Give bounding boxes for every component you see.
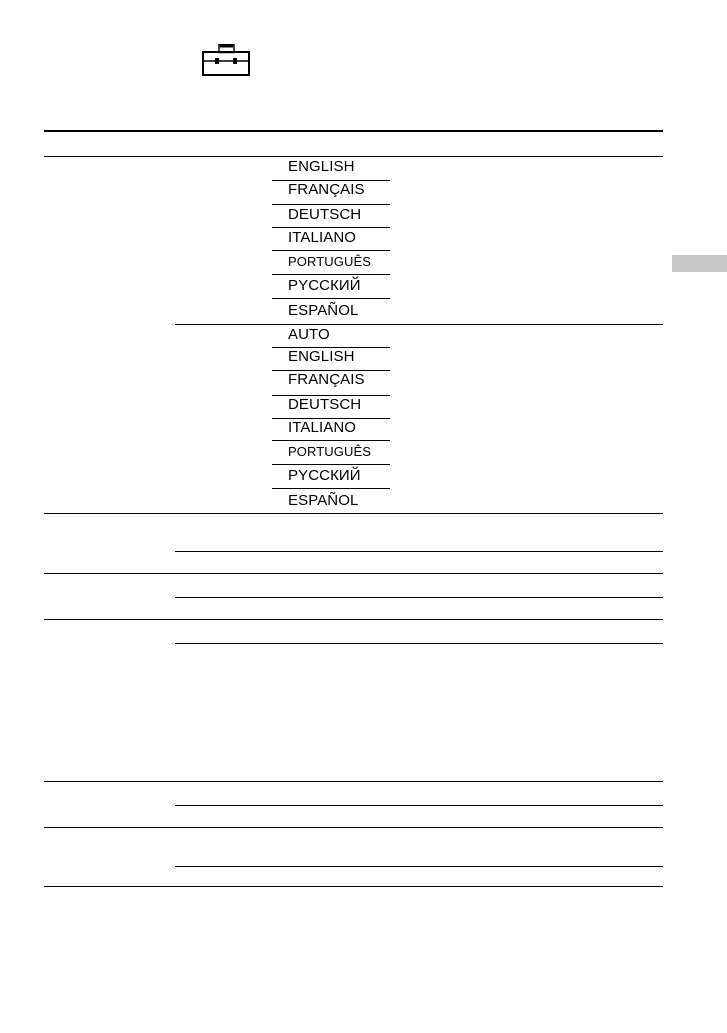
row-rule: [44, 513, 663, 514]
subrow-rule: [175, 324, 663, 325]
subrow-rule: [175, 805, 663, 806]
language-option: FRANÇAIS: [288, 371, 365, 388]
row-rule: [44, 827, 663, 828]
language-option: ENGLISH: [288, 158, 355, 175]
table-top-rule: [44, 130, 663, 132]
language-option: ITALIANO: [288, 419, 357, 436]
language-option: РYCCКИЙ: [288, 467, 361, 484]
option-divider: [272, 227, 390, 228]
row-rule: [44, 619, 663, 620]
subrow-rule: [175, 597, 663, 598]
option-divider: [272, 250, 390, 251]
row-rule: [44, 781, 663, 782]
table-header-rule: [44, 156, 663, 157]
row-rule: [44, 573, 663, 574]
language-option: ESPAÑOL: [288, 492, 359, 509]
option-divider: [272, 464, 390, 465]
section-edge-tab: [672, 255, 727, 272]
language-option: ESPAÑOL: [288, 302, 359, 319]
language-option: PORTUGUÊS: [288, 444, 372, 459]
subrow-rule: [175, 643, 663, 644]
language-option: AUTO: [288, 326, 330, 343]
language-option: PORTUGUÊS: [288, 254, 372, 269]
toolbox-icon: [202, 44, 250, 76]
table-bottom-rule: [44, 886, 663, 887]
language-option: РYCCКИЙ: [288, 277, 361, 294]
language-option: ITALIANO: [288, 229, 357, 246]
option-divider: [272, 488, 390, 489]
subrow-rule: [175, 551, 663, 552]
language-option: FRANÇAIS: [288, 181, 365, 198]
option-divider: [272, 298, 390, 299]
language-option: DEUTSCH: [288, 206, 362, 223]
option-divider: [272, 204, 390, 205]
language-option: ENGLISH: [288, 348, 355, 365]
option-divider: [272, 274, 390, 275]
language-option: DEUTSCH: [288, 396, 362, 413]
option-divider: [272, 440, 390, 441]
subrow-rule: [175, 866, 663, 867]
